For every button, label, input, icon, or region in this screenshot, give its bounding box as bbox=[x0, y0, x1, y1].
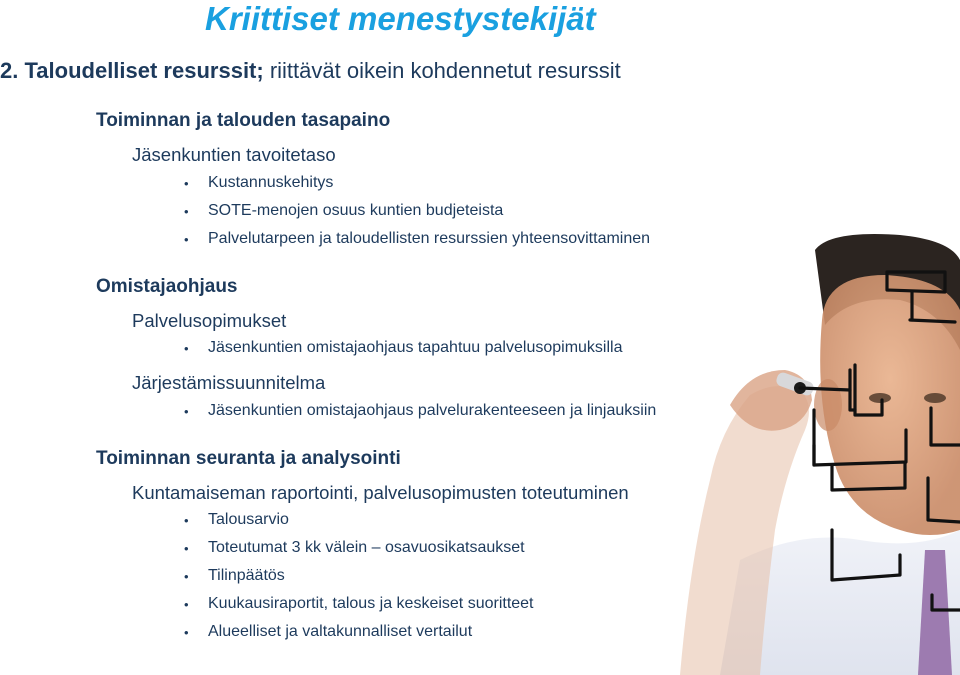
section-heading-monitoring: Toiminnan seuranta ja analysointi bbox=[96, 448, 401, 469]
list-item: • Palvelutarpeen ja taloudellisten resurssien yhteensovittaminen bbox=[208, 230, 650, 248]
list-item: • Kuukausiraportit, talous ja keskeiset suoritteet bbox=[208, 595, 534, 613]
subheading-organising-plan: Järjestämissuunnitelma bbox=[132, 372, 326, 393]
subtitle-rest: riittävät oikein kohdennetut resurssit bbox=[269, 58, 621, 83]
subtitle-number: 2. bbox=[0, 58, 19, 83]
list-item: • Talousarvio bbox=[208, 511, 289, 529]
subheading-service-agreements: Palvelusopimukset bbox=[132, 310, 287, 331]
list-item: • Toteutumat 3 kk välein – osavuosikatsaukset bbox=[208, 539, 525, 557]
section-heading-balance: Toiminnan ja talouden tasapaino bbox=[96, 110, 391, 131]
subheading-target-level: Jäsenkuntien tavoitetaso bbox=[132, 144, 336, 165]
subtitle-bold: Taloudelliset resurssit; bbox=[24, 58, 264, 83]
list-item: • Jäsenkuntien omistajaohjaus palvelurakenteeseen ja linjauksiin bbox=[208, 402, 656, 420]
page-subtitle bbox=[0, 58, 621, 84]
page-title: Kriittiset menestystekijät bbox=[205, 0, 596, 37]
list-item: • Jäsenkuntien omistajaohjaus tapahtuu palvelusopimuksilla bbox=[208, 339, 622, 357]
section-heading-ownership: Omistajaohjaus bbox=[96, 276, 238, 297]
list-item: • SOTE-menojen osuus kuntien budjeteista bbox=[208, 202, 503, 220]
man-drawing-flowchart-photo-icon bbox=[600, 230, 960, 675]
list-item: • Kustannuskehitys bbox=[208, 174, 333, 192]
list-item: • Alueelliset ja valtakunnalliset vertailut bbox=[208, 623, 472, 641]
list-item: • Tilinpäätös bbox=[208, 567, 285, 585]
subheading-reporting: Kuntamaiseman raportointi, palvelusopimusten toteutuminen bbox=[132, 482, 629, 503]
